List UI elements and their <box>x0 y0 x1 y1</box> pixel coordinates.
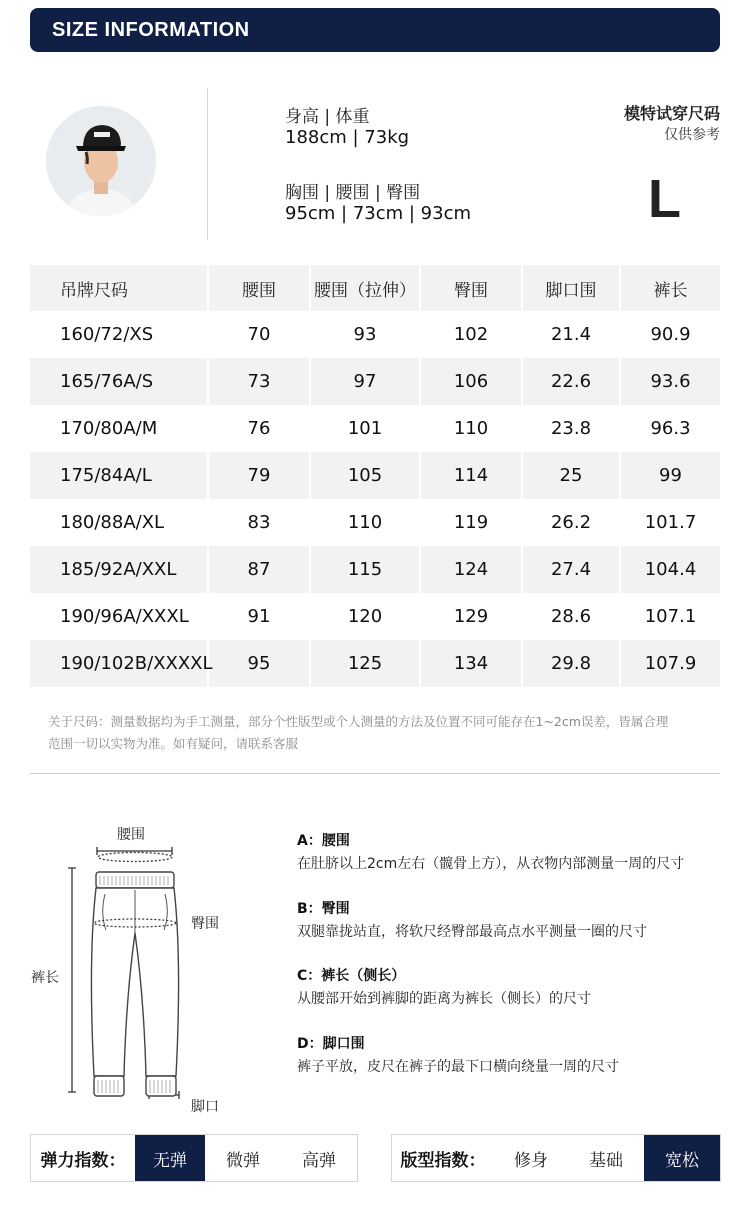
table-cell: 25 <box>522 452 620 499</box>
table-cell: 104.4 <box>620 546 720 593</box>
table-cell: 120 <box>310 593 420 640</box>
table-cell: 170/80A/M <box>30 405 208 452</box>
elasticity-option-none[interactable]: 无弹 <box>135 1135 205 1181</box>
table-cell: 115 <box>310 546 420 593</box>
table-cell: 91 <box>208 593 310 640</box>
table-cell: 22.6 <box>522 358 620 405</box>
pants-diagram-icon <box>60 838 190 1108</box>
table-cell: 28.6 <box>522 593 620 640</box>
page-title: SIZE INFORMATION <box>52 19 250 41</box>
measurement-b-desc: 双腿靠拢站直，将软尺经臀部最高点水平测量一圈的尺寸 <box>297 924 647 940</box>
model-size-note: 仅供参考 <box>664 127 720 143</box>
column-header: 吊牌尺码 <box>30 265 208 311</box>
table-cell: 102 <box>420 311 522 358</box>
table-cell: 134 <box>420 640 522 687</box>
table-cell: 99 <box>620 452 720 499</box>
table-cell: 160/72/XS <box>30 311 208 358</box>
table-cell: 180/88A/XL <box>30 499 208 546</box>
measurement-d-title: D：脚口围 <box>297 1036 365 1052</box>
table-cell: 87 <box>208 546 310 593</box>
fit-label: 版型指数： <box>400 1150 486 1171</box>
fit-index <box>391 1134 721 1182</box>
size-footnote <box>48 711 720 755</box>
table-row <box>30 640 720 687</box>
table-row <box>30 405 720 452</box>
table-cell: 110 <box>310 499 420 546</box>
model-portrait-icon <box>46 106 156 216</box>
table-cell: 190/96A/XXXL <box>30 593 208 640</box>
measurement-b-title: B：臀围 <box>297 901 350 917</box>
table-cell: 114 <box>420 452 522 499</box>
table-cell: 76 <box>208 405 310 452</box>
table-cell: 124 <box>420 546 522 593</box>
table-cell: 119 <box>420 499 522 546</box>
table-row <box>30 499 720 546</box>
table-cell: 97 <box>310 358 420 405</box>
size-table <box>30 265 720 687</box>
model-avatar <box>46 106 156 216</box>
section-divider <box>30 773 720 774</box>
measurement-d-desc: 裤子平放，皮尺在裤子的最下口横向绕量一周的尺寸 <box>297 1059 619 1075</box>
table-cell: 105 <box>310 452 420 499</box>
table-cell: 101 <box>310 405 420 452</box>
table-cell: 110 <box>420 405 522 452</box>
column-header: 脚口围 <box>522 265 620 311</box>
body-measures-value: 95cm | 73cm | 93cm <box>285 203 472 224</box>
table-cell: 190/102B/XXXXL <box>30 640 208 687</box>
table-row <box>30 546 720 593</box>
column-header: 裤长 <box>620 265 720 311</box>
table-cell: 107.9 <box>620 640 720 687</box>
column-header: 腰围 <box>208 265 310 311</box>
measurement-a-title: A：腰围 <box>297 833 350 849</box>
elasticity-option-high[interactable]: 高弹 <box>302 1150 336 1171</box>
table-cell: 27.4 <box>522 546 620 593</box>
table-cell: 185/92A/XXL <box>30 546 208 593</box>
model-size-value: L <box>648 169 681 229</box>
table-row <box>30 593 720 640</box>
table-row <box>30 452 720 499</box>
table-cell: 95 <box>208 640 310 687</box>
table-cell: 107.1 <box>620 593 720 640</box>
table-cell: 93.6 <box>620 358 720 405</box>
footnote-line: 范围一切以实物为准。如有疑问，请联系客服 <box>48 736 299 751</box>
body-measures-label: 胸围 | 腰围 | 臀围 <box>285 183 421 203</box>
column-header: 腰围（拉伸） <box>310 265 420 311</box>
table-cell: 26.2 <box>522 499 620 546</box>
table-cell: 106 <box>420 358 522 405</box>
measurement-c-title: C：裤长（侧长） <box>297 968 406 984</box>
table-row <box>30 358 720 405</box>
height-weight-label: 身高 | 体重 <box>285 107 370 127</box>
table-cell: 175/84A/L <box>30 452 208 499</box>
table-cell: 101.7 <box>620 499 720 546</box>
footnote-line: 关于尺码：测量数据均为手工测量，部分个性版型或个人测量的方法及位置不同可能存在1~2cm误差，皆属合理 <box>48 714 669 729</box>
table-cell: 129 <box>420 593 522 640</box>
table-cell: 90.9 <box>620 311 720 358</box>
fit-option-slim[interactable]: 修身 <box>514 1150 548 1171</box>
table-cell: 21.4 <box>522 311 620 358</box>
table-cell: 79 <box>208 452 310 499</box>
column-header: 臀围 <box>420 265 522 311</box>
table-row <box>30 311 720 358</box>
table-cell: 83 <box>208 499 310 546</box>
table-cell: 29.8 <box>522 640 620 687</box>
elasticity-label: 弹力指数： <box>40 1150 126 1171</box>
table-cell: 125 <box>310 640 420 687</box>
model-size-title: 模特试穿尺码 <box>623 104 720 123</box>
fit-option-regular[interactable]: 基础 <box>589 1150 623 1171</box>
table-cell: 93 <box>310 311 420 358</box>
cuff-diagram-label: 脚口 <box>191 1099 219 1115</box>
hip-diagram-label: 臀围 <box>191 916 219 932</box>
table-cell: 73 <box>208 358 310 405</box>
model-divider <box>207 88 208 240</box>
table-cell: 23.8 <box>522 405 620 452</box>
table-header-row <box>30 265 720 311</box>
measurement-c-desc: 从腰部开始到裤脚的距离为裤长（侧长）的尺寸 <box>297 991 591 1007</box>
length-diagram-label: 裤长 <box>31 970 59 986</box>
header-bar <box>30 8 720 52</box>
measurement-a-desc: 在肚脐以上2cm左右（髋骨上方），从衣物内部测量一周的尺寸 <box>297 856 685 872</box>
table-cell: 70 <box>208 311 310 358</box>
elasticity-index <box>30 1134 358 1182</box>
height-weight-value: 188cm | 73kg <box>285 127 410 148</box>
fit-option-loose[interactable]: 宽松 <box>644 1135 720 1181</box>
table-cell: 165/76A/S <box>30 358 208 405</box>
waist-diagram-label: 腰围 <box>117 827 145 843</box>
elasticity-option-slight[interactable]: 微弹 <box>226 1150 260 1171</box>
table-cell: 96.3 <box>620 405 720 452</box>
